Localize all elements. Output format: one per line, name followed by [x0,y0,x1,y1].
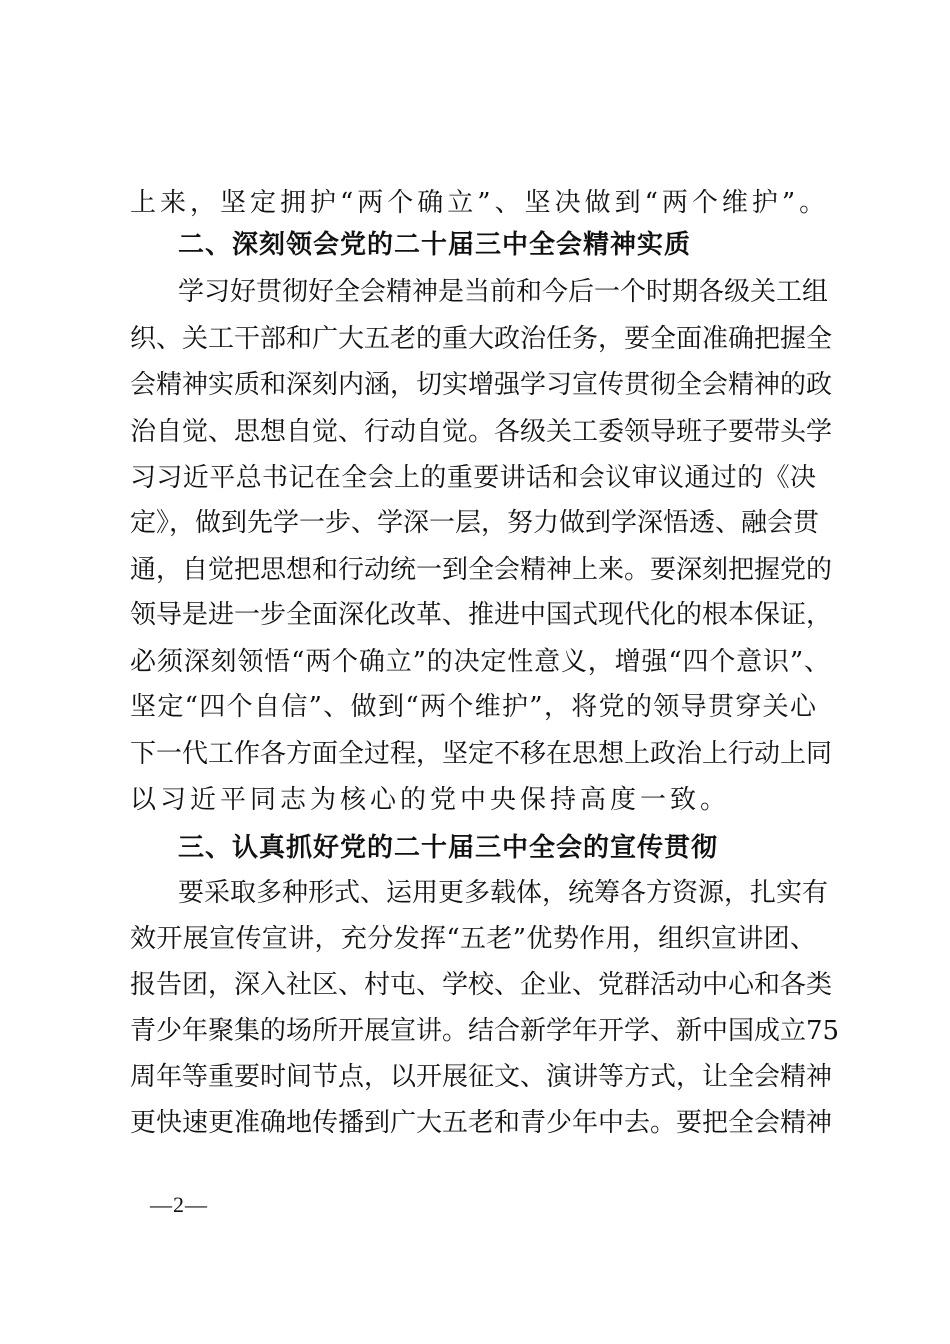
body-text-line: 定》，做到先学一步、学深一层，努力做到学深悟透、融会贯 [130,508,820,538]
body-text-line: 学习好贯彻好全会精神是当前和今后一个时期各级关工组 [178,277,829,307]
body-text-line: 下一代工作各方面全过程，坚定不移在思想上政治上行动上同 [130,739,833,769]
body-text-line: 更快速更准确地传播到广大五老和青少年中去。要把全会精神 [130,1108,833,1138]
body-text-line: 领导是进一步全面深化改革、推进中国式现代化的根本保证， [130,600,833,630]
body-text-line: 治自觉、思想自觉、行动自觉。各级关工委领导班子要带头学 [130,417,833,447]
body-text-line: 通，自觉把思想和行动统一到全会精神上来。要深刻把握党的 [130,555,833,585]
page-number: —2— [150,1192,208,1217]
body-text-line: 周年等重要时间节点，以开展征文、演讲等方式，让全会精神 [130,1062,833,1092]
body-text-line: 坚定“四个自信”、做到“两个维护”，将党的领导贯穿关心 [130,692,816,722]
body-text-line: 织、关工干部和广大五老的重大政治任务，要全面准确把握全 [130,324,833,354]
body-text-line: 习习近平总书记在全会上的重要讲话和会议审议通过的《决 [130,463,816,493]
section-heading-2: 二、深刻领会党的二十届三中全会精神实质 [178,230,692,260]
body-text-line: 效开展宣传宣讲，充分发挥“五老”优势作用，组织宣讲团、 [130,924,816,954]
section-heading-3: 三、认真抓好党的二十届三中全会的宣传贯彻 [178,833,719,863]
body-text-line: 必须深刻领悟“两个确立”的决定性意义，增强“四个意识”、 [130,647,830,677]
body-text-line: 报告团，深入社区、村屯、学校、企业、党群活动中心和各类 [130,970,833,1000]
body-text-line: 以习近平同志为核心的党中央保持高度一致。 [130,785,731,815]
body-text-line: 青少年聚集的场所开展宣讲。结合新学年开学、新中国成立75 [130,1016,840,1046]
body-text-line: 会精神实质和深刻内涵，切实增强学习宣传贯彻全会精神的政 [130,370,833,400]
body-text-line: 上来，坚定拥护“两个确立”、坚决做到“两个维护”。 [130,188,830,218]
body-text-line: 要采取多种形式、运用更多载体，统筹各方资源，扎实有 [178,878,829,908]
